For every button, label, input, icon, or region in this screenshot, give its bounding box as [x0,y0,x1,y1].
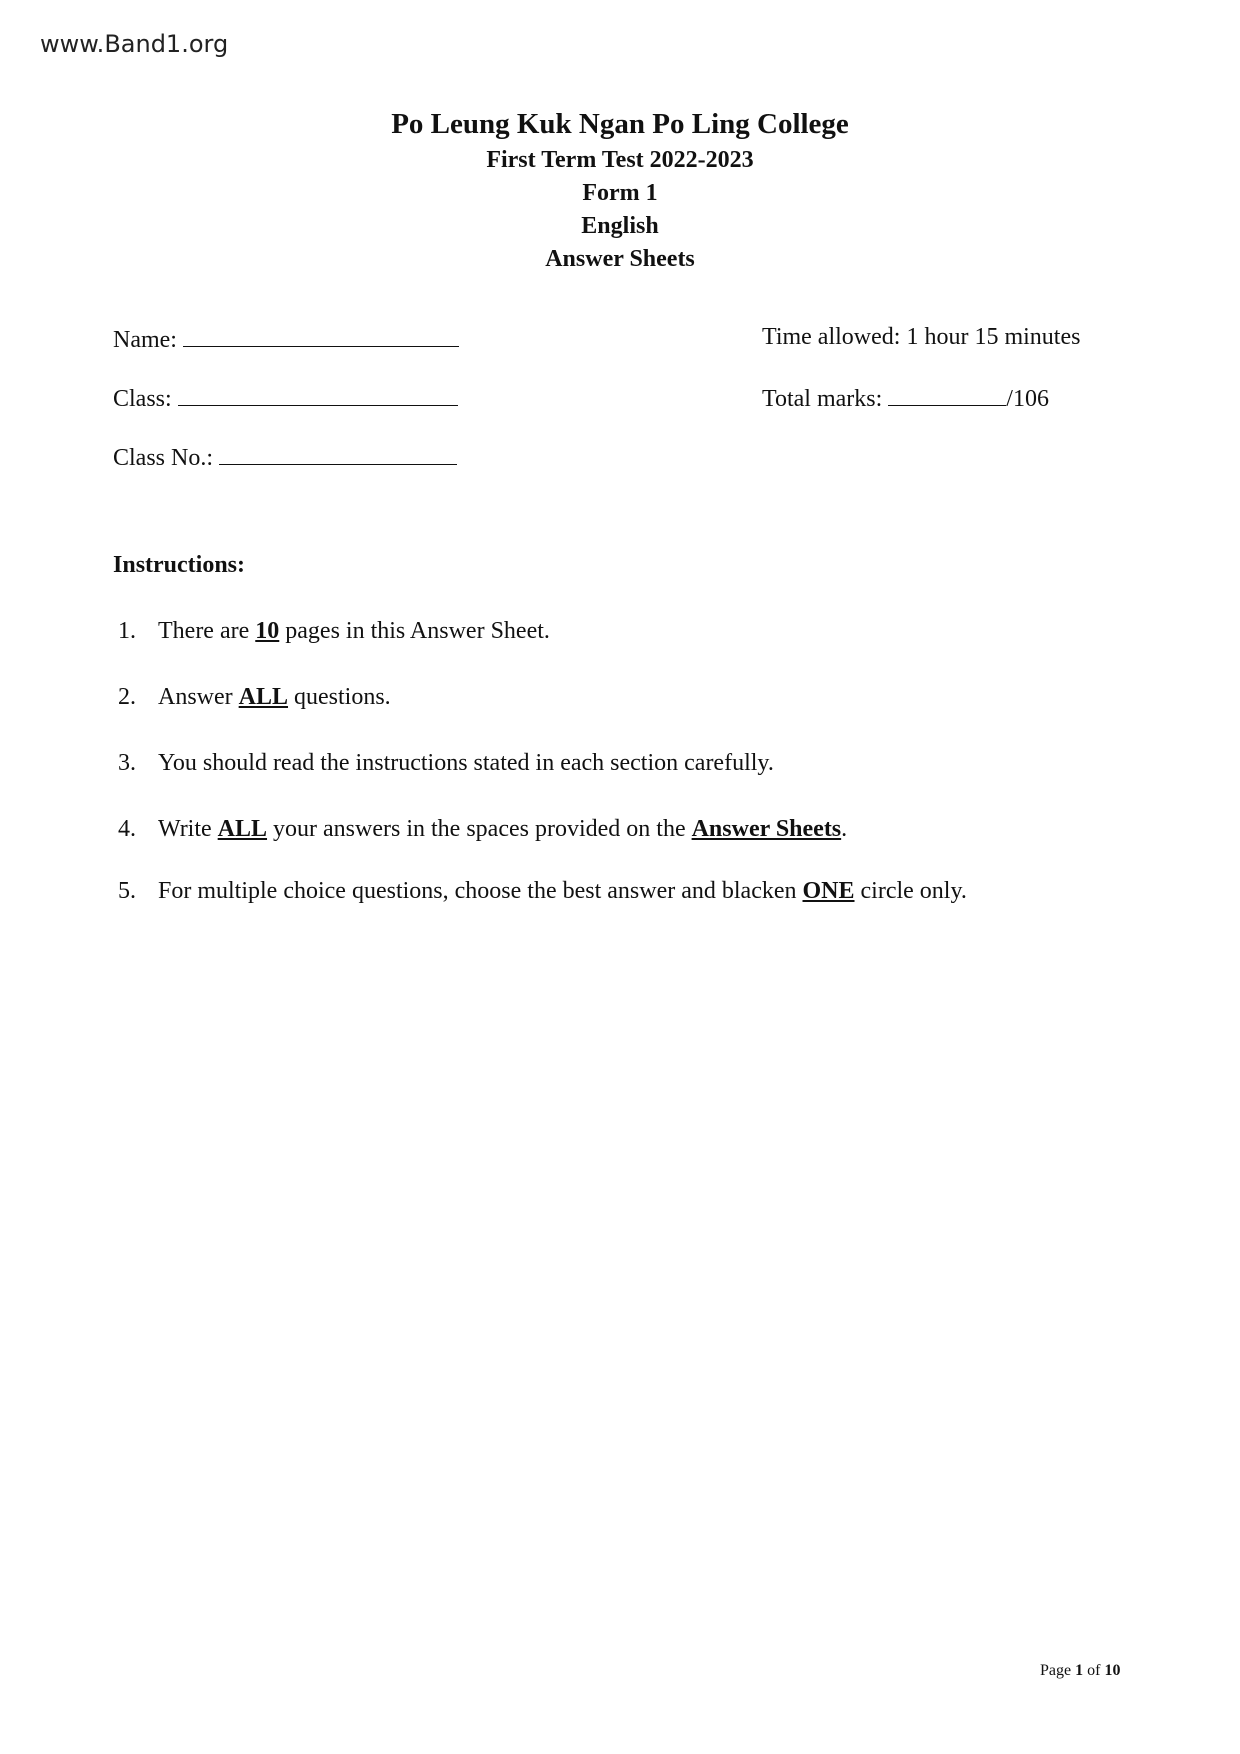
total-marks-blank[interactable] [888,383,1006,406]
document-header [0,104,1240,276]
test-title: First Term Test 2022-2023 [486,147,754,173]
instructions-title: Instructions: [113,552,246,578]
instruction-item-4: 4. Write ALL your answers in the spaces provided on the Answer Sheets. [118,816,848,842]
class-label: Class: [113,386,172,412]
instruction-item-2: 2. Answer ALL questions. [118,684,391,710]
instruction-item-3: 3. You should read the instructions stated in each section carefully. [118,750,774,776]
name-blank[interactable] [183,324,459,347]
total-marks-label: Total marks: [762,386,883,412]
class-blank[interactable] [178,383,458,406]
name-label: Name: [113,327,177,353]
total-marks-max: /106 [1006,386,1049,412]
class-no-field [113,442,457,472]
page-number: Page 1 of 10 [1040,1662,1121,1679]
class-no-blank[interactable] [219,442,457,465]
instruction-item-1: 1. There are 10 pages in this Answer Sheet. [118,618,550,644]
subject: English [581,213,659,239]
form-level: Form 1 [582,180,658,206]
watermark-url: www.Band1.org [40,30,229,58]
time-allowed: Time allowed: 1 hour 15 minutes [762,324,1081,350]
instruction-item-5: 5. For multiple choice questions, choose the best answer and blacken ONE circle only. [118,878,967,904]
name-field [113,324,459,354]
class-no-label: Class No.: [113,445,214,471]
document-type: Answer Sheets [545,246,695,272]
total-marks-field [762,383,1049,413]
school-name: Po Leung Kuk Ngan Po Ling College [391,108,849,140]
class-field [113,383,458,413]
